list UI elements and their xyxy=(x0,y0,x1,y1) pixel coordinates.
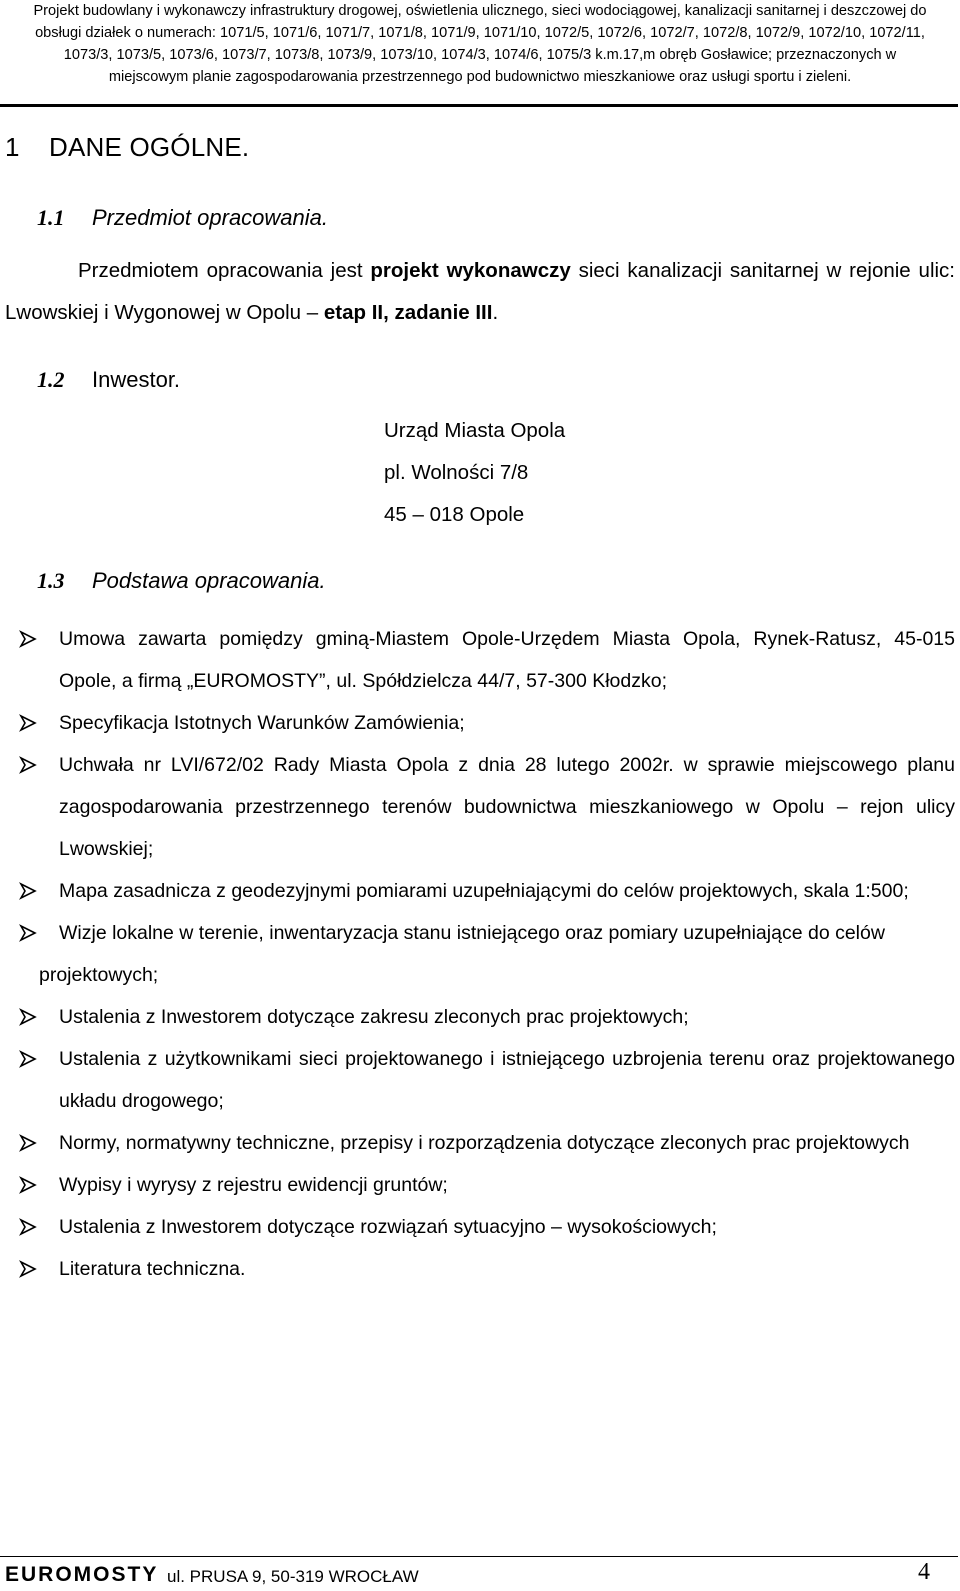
page-footer xyxy=(5,1559,955,1590)
arrow-bullet-icon xyxy=(19,1218,37,1236)
investor-name: Urząd Miasta Opola xyxy=(384,419,566,442)
list-item: Specyfikacja Istotnych Warunków Zamówienia; xyxy=(0,702,960,744)
section-heading xyxy=(5,130,249,164)
subject-paragraph: Przedmiotem opracowania jest projekt wykonawczy sieci kanalizacji sanitarnej w rejonie ulic: Lwowskiej i Wygonowej w Opolu – etap II, zadanie III. xyxy=(5,259,955,324)
arrow-bullet-icon xyxy=(19,882,37,900)
arrow-bullet-icon xyxy=(19,924,37,942)
subsection-title: Podstawa opracowania. xyxy=(92,568,326,593)
footer-divider xyxy=(0,1556,958,1557)
list-item: Ustalenia z Inwestorem dotyczące rozwiązań sytuacyjno – wysokościowych; xyxy=(0,1206,960,1248)
investor-city: 45 – 018 Opole xyxy=(384,503,525,526)
list-item: Normy, normatywny techniczne, przepisy i rozporządzenia dotyczące zleconych prac projektowych xyxy=(0,1122,960,1164)
arrow-bullet-icon xyxy=(19,630,37,648)
subsection-heading-1-1 xyxy=(37,203,328,233)
investor-street: pl. Wolności 7/8 xyxy=(384,461,529,484)
header-line: obsługi działek o numerach: 1071/5, 1071/6, 1071/7, 1071/8, 1071/9, 1071/10, 1072/5, 1072/6, 1072/7, 1072/8, 1072/9, 1072/10, 1072/11, xyxy=(35,25,925,41)
arrow-bullet-icon xyxy=(19,1134,37,1152)
arrow-bullet-icon xyxy=(19,1050,37,1068)
list-item: Ustalenia z użytkownikami sieci projektowanego i istniejącego uzbrojenia terenu oraz projektowanego układu drogowego; xyxy=(0,1038,960,1122)
arrow-bullet-icon xyxy=(19,1176,37,1194)
subsection-title: Inwestor. xyxy=(92,367,181,392)
list-item: Literatura techniczna. xyxy=(0,1248,960,1290)
list-item-continuation: projektowych; xyxy=(39,964,159,986)
list-item: Mapa zasadnicza z geodezyjnymi pomiarami uzupełniającymi do celów projektowych, skala 1:500; xyxy=(0,870,960,912)
arrow-bullet-icon xyxy=(19,756,37,774)
section-number: 1 xyxy=(5,132,20,162)
arrow-bullet-icon xyxy=(19,1260,37,1278)
subsection-number: 1.3 xyxy=(37,568,65,593)
header-line: Projekt budowlany i wykonawczy infrastruktury drogowej, oświetlenia ulicznego, sieci wodociągowej, kanalizacji sanitarnej i deszczowej do xyxy=(33,3,927,19)
list-item: Ustalenia z Inwestorem dotyczące zakresu zleconych prac projektowych; xyxy=(0,996,960,1038)
subsection-number: 1.1 xyxy=(37,205,65,230)
list-item: Umowa zawarta pomiędzy gminą-Miastem Opole-Urzędem Miasta Opola, Rynek-Ratusz, 45-015 Opole, a firmą „EUROMOSTY”, ul. Spółdzielcza 44/7, 57-300 Kłodzko; xyxy=(0,618,960,702)
header-line: 1073/3, 1073/5, 1073/6, 1073/7, 1073/8, 1073/9, 1073/10, 1074/3, 1074/6, 1075/3 k.m.17,m obręb Gosławice; przeznaczonych w xyxy=(63,47,897,63)
bold-phrase: projekt wykonawczy xyxy=(370,259,571,282)
subsection-number: 1.2 xyxy=(37,367,65,392)
subsection-heading-1-2 xyxy=(37,365,180,395)
page-number: 4 xyxy=(918,1559,930,1585)
running-header xyxy=(0,0,960,88)
section-title: DANE OGÓLNE. xyxy=(49,132,250,162)
subsection-heading-1-3 xyxy=(37,566,326,596)
header-line: miejscowym planie zagospodarowania przestrzennego pod budownictwo mieszkaniowe oraz usługi sportu i zieleni. xyxy=(108,69,852,85)
subsection-title: Przedmiot opracowania. xyxy=(92,205,329,230)
list-item: Wypisy i wyrysy z rejestru ewidencji gruntów; xyxy=(0,1164,960,1206)
list-item: Uchwała nr LVI/672/02 Rady Miasta Opola z dnia 28 lutego 2002r. w sprawie miejscowego planu zagospodarowania przestrzennego terenów budownictwa mieszkaniowego w Opolu – rejon ulicy Lwowskiej; xyxy=(0,744,960,870)
header-divider xyxy=(0,104,958,107)
arrow-bullet-icon xyxy=(19,714,37,732)
company-address: ul. PRUSA 9, 50-319 WROCŁAW xyxy=(167,1567,419,1586)
list-item: Wizje lokalne w terenie, inwentaryzacja stanu istniejącego oraz pomiary uzupełniające do celów projektowych; xyxy=(0,912,960,996)
arrow-bullet-icon xyxy=(19,1008,37,1026)
bold-phrase: etap II, zadanie III xyxy=(323,301,493,324)
basis-list xyxy=(0,618,960,1290)
company-logo: EUROMOSTY xyxy=(5,1563,159,1586)
